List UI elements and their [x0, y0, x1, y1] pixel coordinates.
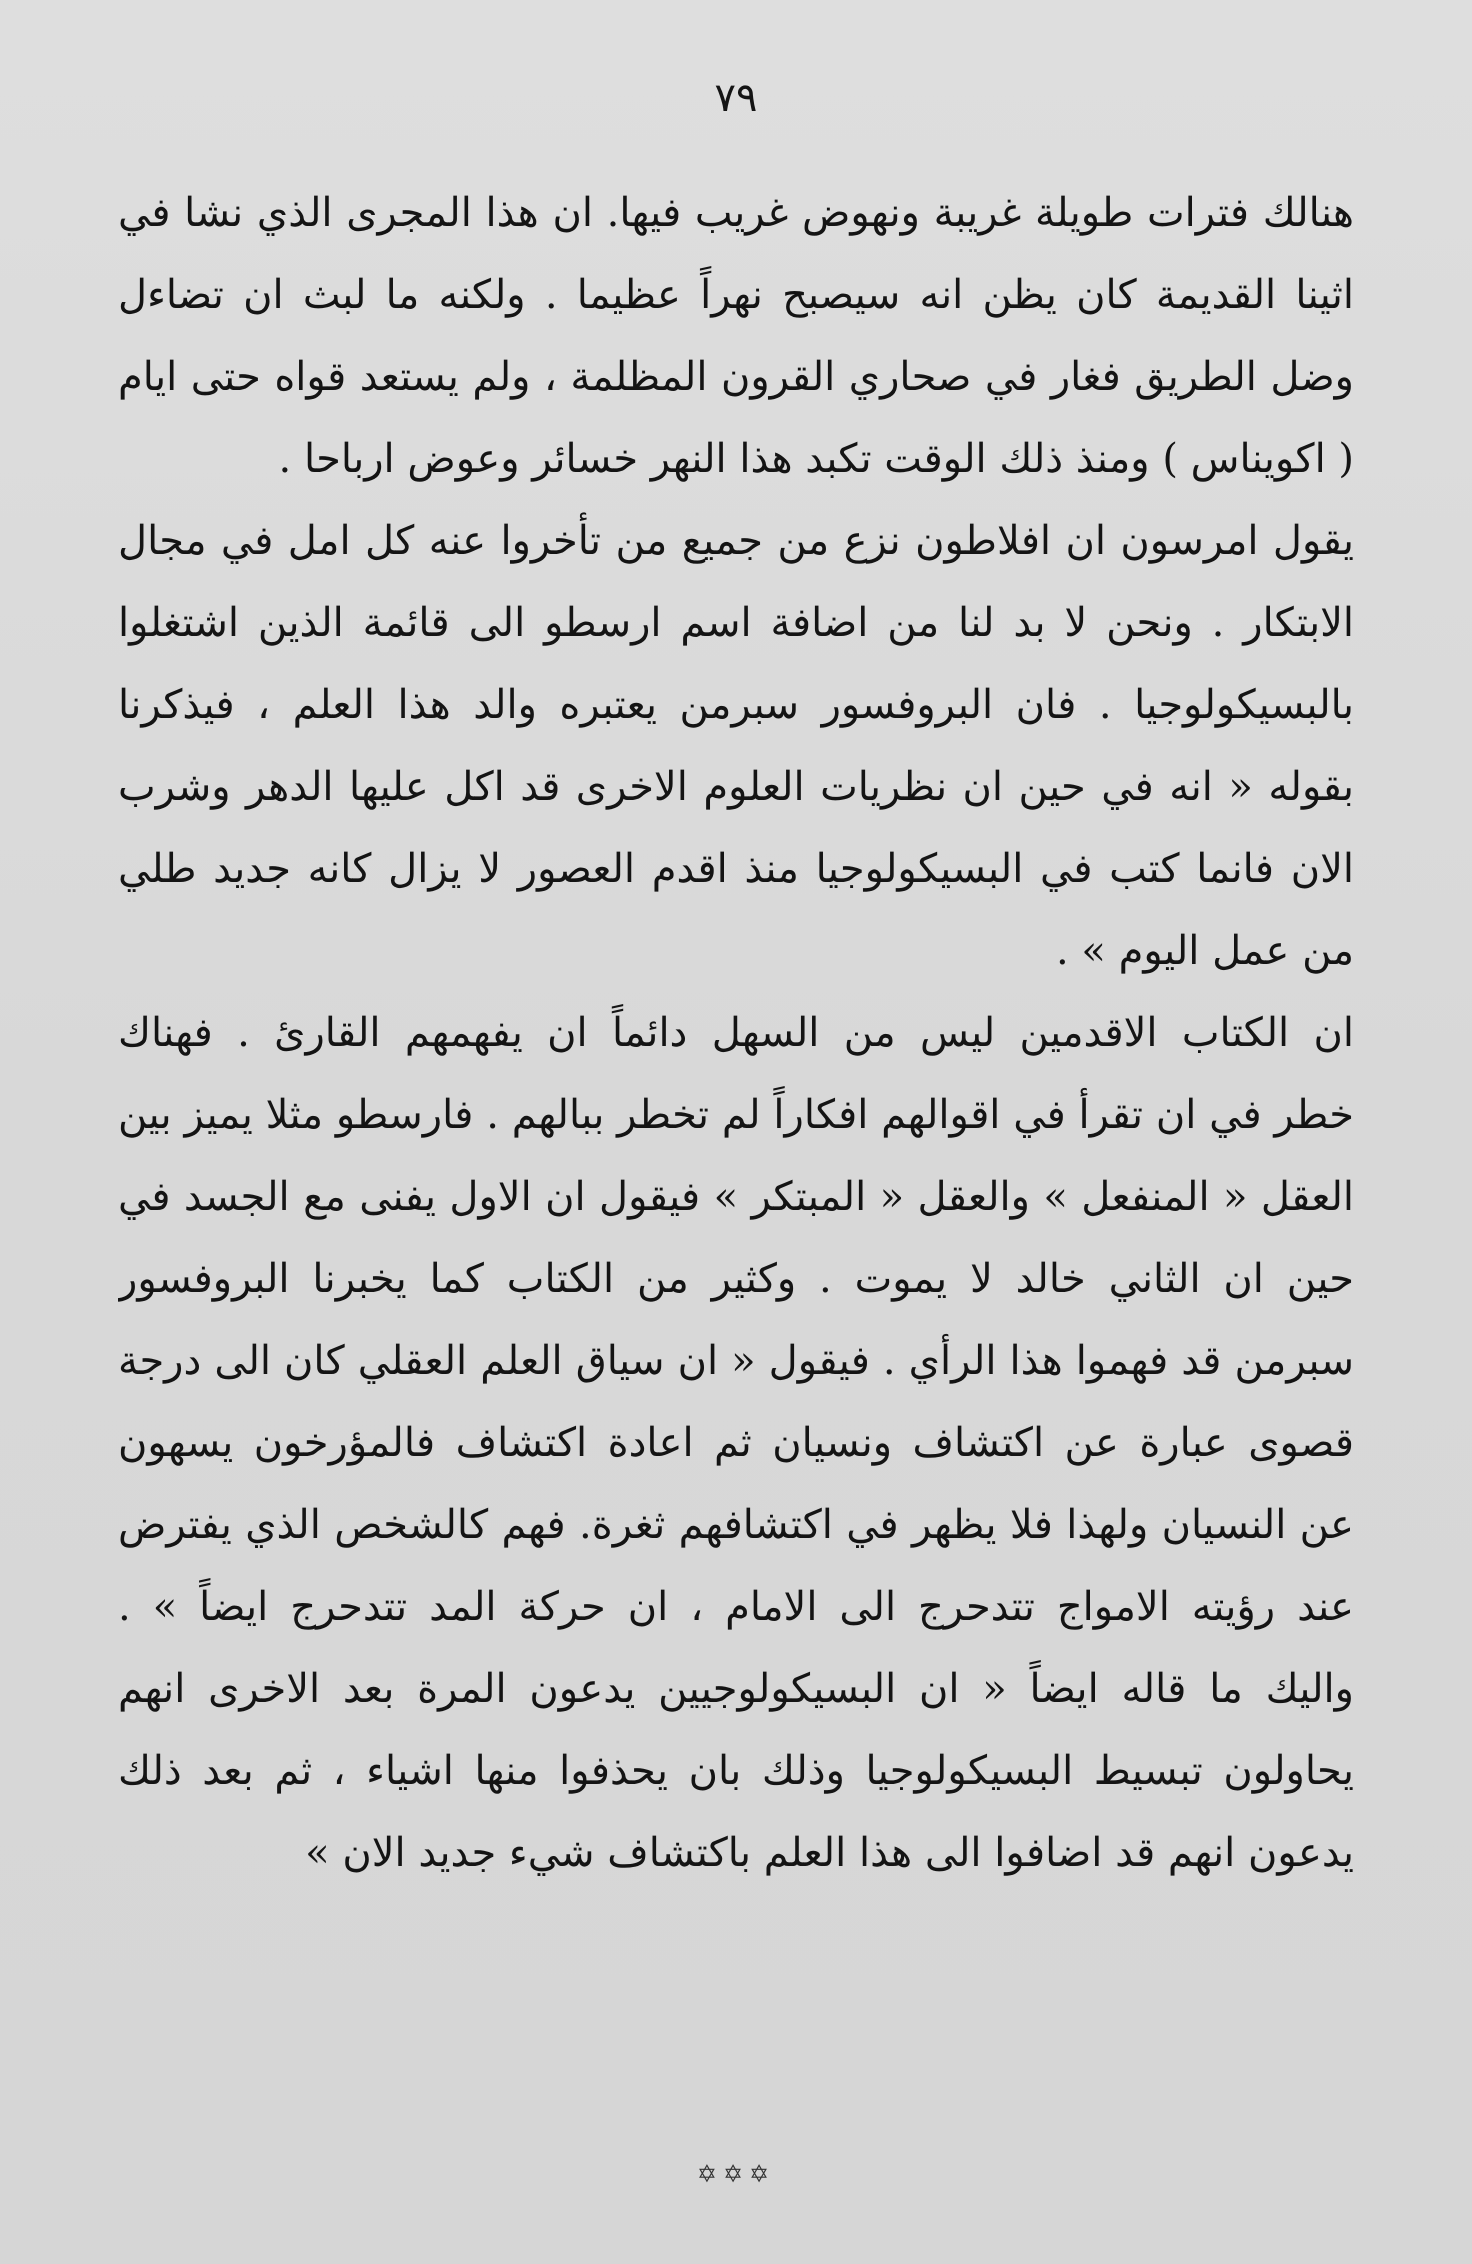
text-line: بقوله « انه في حين ان نظريات العلوم الاخرى قد اكل عليها الدهر وشرب [118, 764, 1354, 810]
text-line: واليك ما قاله ايضاً « ان البسيكولوجيين يدعون المرة بعد الاخرى انهم [118, 1666, 1354, 1712]
text-line: يقول امرسون ان افلاطون نزع من جميع من تأخروا عنه كل امل في مجال [118, 518, 1354, 564]
page-number: ٧٩ [714, 75, 758, 121]
text-line: خطر في ان تقرأ في اقوالهم افكاراً لم تخطر ببالهم . فارسطو مثلا يميز بين [118, 1092, 1354, 1138]
text-line: يدعون انهم قد اضافوا الى هذا العلم باكتشاف شيء جديد الان » [305, 1830, 1354, 1876]
text-line: الابتكار . ونحن لا بد لنا من اضافة اسم ارسطو الى قائمة الذين اشتغلوا [118, 600, 1354, 646]
text-line: قصوى عبارة عن اكتشاف ونسيان ثم اعادة اكتشاف فالمؤرخون يسهون [118, 1420, 1354, 1466]
text-line: سبرمن قد فهموا هذا الرأي . فيقول « ان سياق العلم العقلي كان الى درجة [118, 1338, 1354, 1384]
text-line: العقل « المنفعل » والعقل « المبتكر » فيقول ان الاول يفنى مع الجسد في [118, 1174, 1354, 1220]
text-line: عند رؤيته الامواج تتدحرج الى الامام ، ان حركة المد تتدحرج ايضاً » . [118, 1584, 1354, 1630]
text-line: حين ان الثاني خالد لا يموت . وكثير من الكتاب كما يخبرنا البروفسور [118, 1256, 1354, 1302]
text-line: الان فانما كتب في البسيكولوجيا منذ اقدم العصور لا يزال كانه جديد طلي [118, 846, 1354, 892]
text-line: من عمل اليوم » . [1055, 928, 1354, 974]
text-line: ان الكتاب الاقدمين ليس من السهل دائماً ان يفهمهم القارئ . فهناك [118, 1010, 1354, 1056]
text-line: ( اكويناس ) ومنذ ذلك الوقت تكبد هذا النهر خسائر وعوض ارباحا . [278, 436, 1354, 482]
text-line: هنالك فترات طويلة غريبة ونهوض غريب فيها. ان هذا المجرى الذي نشا في [118, 190, 1354, 236]
text-line: بالبسيكولوجيا . فان البروفسور سبرمن يعتبره والد هذا العلم ، فيذكرنا [118, 682, 1354, 728]
text-line: يحاولون تبسيط البسيكولوجيا وذلك بان يحذفوا منها اشياء ، ثم بعد ذلك [118, 1748, 1354, 1794]
text-line: وضل الطريق فغار في صحاري القرون المظلمة ، ولم يستعد قواه حتى ايام [118, 354, 1354, 400]
text-line: عن النسيان ولهذا فلا يظهر في اكتشافهم ثغرة. فهم كالشخص الذي يفترض [118, 1502, 1354, 1548]
body-text [118, 172, 1354, 1894]
text-line: اثينا القديمة كان يظن انه سيصبح نهراً عظيما . ولكنه ما لبث ان تضاءل [118, 272, 1354, 318]
section-ornament: ✡✡✡ [696, 2160, 776, 2188]
